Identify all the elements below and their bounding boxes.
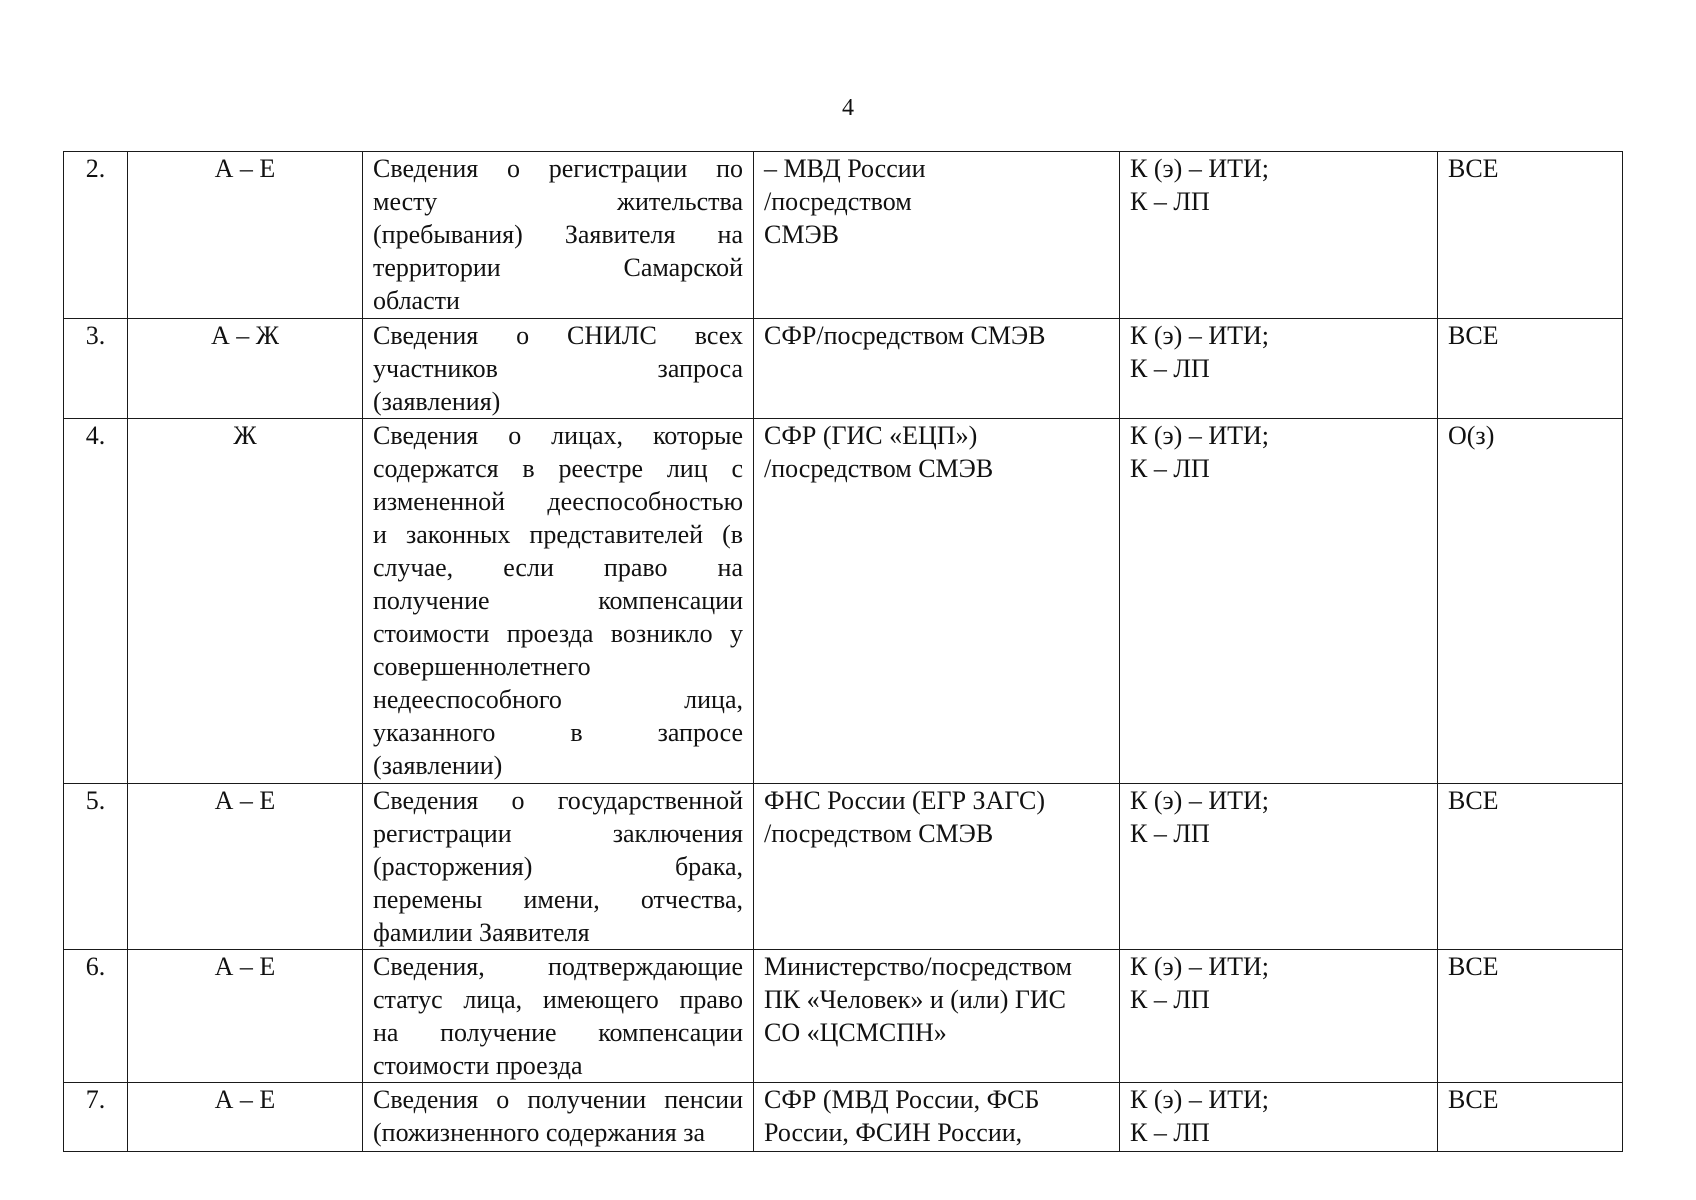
- source-line: СО «ЦСМСПН»: [764, 1018, 947, 1047]
- row-number: 4.: [85, 421, 106, 450]
- category-code: А – Е: [214, 1085, 276, 1114]
- description-line: статус лица, имеющего право: [373, 985, 743, 1014]
- form-line: К – ЛП: [1130, 819, 1210, 848]
- description-line: содержатся в реестре лиц с: [373, 454, 743, 483]
- category-code: Ж: [233, 421, 257, 450]
- description-line: Сведения, подтверждающие: [373, 952, 743, 981]
- row-number-cell: [64, 152, 128, 319]
- form-cell: [1120, 152, 1438, 319]
- description-line: Сведения о регистрации по: [373, 154, 743, 183]
- description-line: Сведения о получении пенсии: [373, 1085, 743, 1114]
- scope-value: ВСЕ: [1448, 1085, 1499, 1114]
- source-line: Министерство/посредством: [764, 952, 1073, 981]
- description-line: участников запроса: [373, 354, 743, 383]
- description-line: Сведения о СНИЛС всех: [373, 321, 743, 350]
- description-line: и законных представителей (в: [373, 520, 743, 549]
- scope-cell: [1438, 1083, 1623, 1152]
- description-line: совершеннолетнего: [373, 652, 591, 681]
- source-cell: [754, 152, 1120, 319]
- row-number: 2.: [85, 154, 106, 183]
- row-number: 7.: [85, 1085, 106, 1114]
- category-code: А – Е: [214, 952, 276, 981]
- row-number-cell: [64, 319, 128, 419]
- source-cell: [754, 784, 1120, 950]
- description-line: стоимости проезда: [373, 1051, 583, 1080]
- form-line: К – ЛП: [1130, 985, 1210, 1014]
- scope-cell: [1438, 950, 1623, 1083]
- table-row: [64, 319, 1623, 419]
- category-code: А – Е: [214, 154, 276, 183]
- description-line: фамилии Заявителя: [373, 918, 590, 947]
- source-line: /посредством СМЭВ: [764, 454, 994, 483]
- form-line: К – ЛП: [1130, 1118, 1210, 1147]
- scope-cell: [1438, 319, 1623, 419]
- row-number-cell: [64, 419, 128, 784]
- category-code: А – Ж: [210, 321, 280, 350]
- form-cell: [1120, 950, 1438, 1083]
- description-line: месту жительства: [373, 187, 743, 216]
- form-line: К – ЛП: [1130, 354, 1210, 383]
- category-code-cell: [128, 319, 363, 419]
- table-row: [64, 152, 1623, 319]
- description-cell: [363, 319, 754, 419]
- source-line: ПК «Человек» и (или) ГИС: [764, 985, 1067, 1014]
- category-code-cell: [128, 152, 363, 319]
- scope-value: О(з): [1448, 421, 1495, 450]
- source-line: ФНС России (ЕГР ЗАГС): [764, 786, 1046, 815]
- row-number: 6.: [85, 952, 106, 981]
- source-line: России, ФСИН России,: [764, 1118, 1023, 1147]
- source-line: – МВД России: [764, 154, 926, 183]
- form-line: К (э) – ИТИ;: [1130, 1085, 1269, 1114]
- description-cell: [363, 152, 754, 319]
- table-row: [64, 950, 1623, 1083]
- description-line: указанного в запросе: [373, 718, 743, 747]
- description-line: регистрации заключения: [373, 819, 743, 848]
- scope-cell: [1438, 784, 1623, 950]
- scope-value: ВСЕ: [1448, 154, 1499, 183]
- description-line: (расторжения) брака,: [373, 852, 743, 881]
- form-line: К (э) – ИТИ;: [1130, 952, 1269, 981]
- scope-cell: [1438, 419, 1623, 784]
- description-line: недееспособного лица,: [373, 685, 743, 714]
- description-line: получение компенсации: [373, 586, 743, 615]
- form-line: К – ЛП: [1130, 187, 1210, 216]
- form-cell: [1120, 784, 1438, 950]
- row-number-cell: [64, 784, 128, 950]
- category-code-cell: [128, 1083, 363, 1152]
- source-line: /посредством: [764, 187, 912, 216]
- source-line: /посредством СМЭВ: [764, 819, 994, 848]
- row-number: 5.: [85, 786, 106, 815]
- source-line: СФР (МВД России, ФСБ: [764, 1085, 1040, 1114]
- source-cell: [754, 319, 1120, 419]
- scope-value: ВСЕ: [1448, 321, 1499, 350]
- data-table: [63, 151, 1623, 1152]
- row-number-cell: [64, 950, 128, 1083]
- category-code-cell: [128, 784, 363, 950]
- form-cell: [1120, 319, 1438, 419]
- scope-value: ВСЕ: [1448, 952, 1499, 981]
- description-line: территории Самарской: [373, 253, 743, 282]
- form-line: К (э) – ИТИ;: [1130, 321, 1269, 350]
- source-cell: [754, 419, 1120, 784]
- description-cell: [363, 784, 754, 950]
- category-code-cell: [128, 950, 363, 1083]
- source-line: СМЭВ: [764, 220, 839, 249]
- table-row: [64, 1083, 1623, 1152]
- description-line: (пожизненного содержания за: [373, 1118, 706, 1147]
- form-line: К (э) – ИТИ;: [1130, 421, 1269, 450]
- description-line: Сведения о лицах, которые: [373, 421, 743, 450]
- description-line: стоимости проезда возникло у: [373, 619, 743, 648]
- description-line: (заявлении): [373, 751, 503, 780]
- description-line: Сведения о государственной: [373, 786, 743, 815]
- table-body: [64, 152, 1623, 1152]
- description-line: перемены имени, отчества,: [373, 885, 743, 914]
- description-cell: [363, 419, 754, 784]
- form-cell: [1120, 419, 1438, 784]
- table-row: [64, 419, 1623, 784]
- source-line: СФР (ГИС «ЕЦП»): [764, 421, 978, 450]
- description-line: на получение компенсации: [373, 1018, 743, 1047]
- row-number-cell: [64, 1083, 128, 1152]
- description-line: (пребывания) Заявителя на: [373, 220, 743, 249]
- description-line: измененной дееспособностью: [373, 487, 743, 516]
- description-cell: [363, 950, 754, 1083]
- form-line: К – ЛП: [1130, 454, 1210, 483]
- form-cell: [1120, 1083, 1438, 1152]
- source-line: СФР/посредством СМЭВ: [764, 321, 1046, 350]
- category-code: А – Е: [214, 786, 276, 815]
- table-row: [64, 784, 1623, 950]
- page-number: 4: [842, 95, 854, 121]
- source-cell: [754, 1083, 1120, 1152]
- description-cell: [363, 1083, 754, 1152]
- scope-cell: [1438, 152, 1623, 319]
- description-line: области: [373, 286, 460, 315]
- description-line: случае, если право на: [373, 553, 743, 582]
- description-line: (заявления): [373, 387, 501, 416]
- source-cell: [754, 950, 1120, 1083]
- form-line: К (э) – ИТИ;: [1130, 786, 1269, 815]
- category-code-cell: [128, 419, 363, 784]
- scope-value: ВСЕ: [1448, 786, 1499, 815]
- row-number: 3.: [85, 321, 106, 350]
- form-line: К (э) – ИТИ;: [1130, 154, 1269, 183]
